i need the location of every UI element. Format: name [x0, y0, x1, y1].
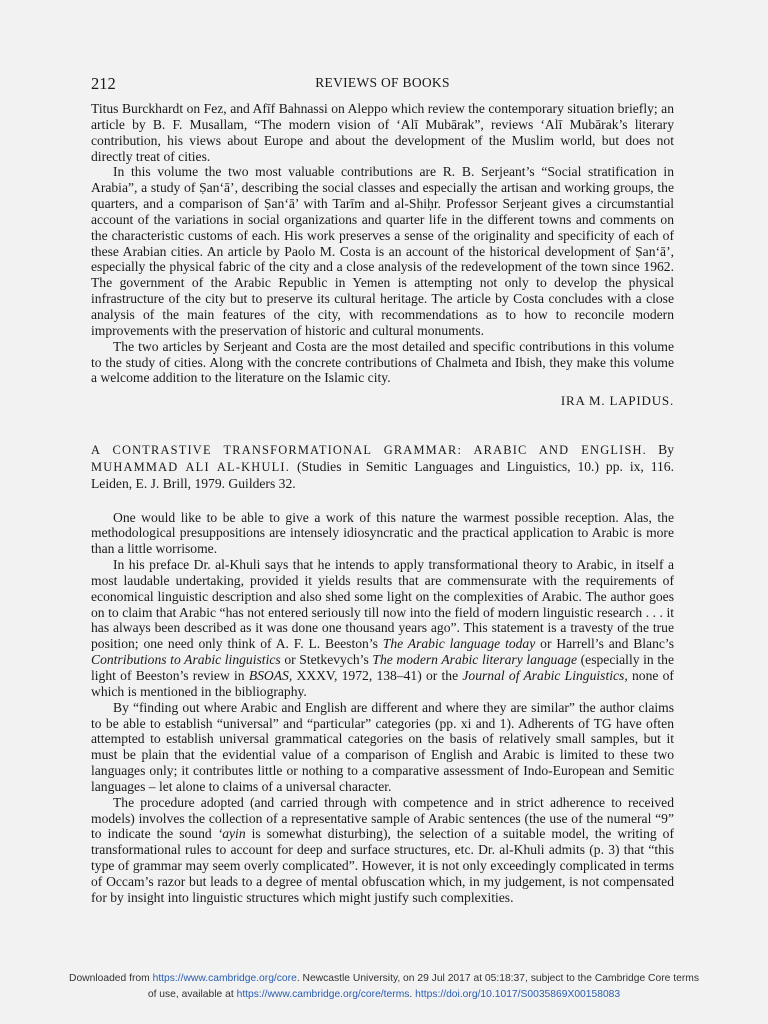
book-author: MUHAMMAD ALI AL-KHULI. — [91, 459, 290, 474]
page-header — [91, 74, 674, 94]
text-run: (especially in the light of Beeston’s review in — [91, 652, 674, 683]
italic-term: ‘ayin — [217, 826, 246, 842]
terms-link[interactable]: https://www.cambridge.org/core/terms — [236, 989, 410, 1000]
cited-title: The Arabic language today — [382, 636, 536, 652]
page-number: 212 — [91, 74, 116, 93]
footer-text: of use, available at — [147, 989, 234, 1000]
text-run: none of which is mentioned in the bibliography. — [91, 668, 674, 699]
text-run: or Harrell’s and Blanc’s — [540, 636, 674, 652]
cited-journal: BSOAS, — [248, 668, 293, 683]
doi-link[interactable]: https://doi.org/10.1017/S0035869X00158083 — [415, 989, 621, 1000]
text-run: or Stetkevych’s — [284, 652, 369, 668]
footer-text: . — [409, 989, 413, 1000]
review-paragraph-3: By “finding out where Arabic and English are different and where they are similar” the author claims to be able to establish “universal” and “particular” categories (pp. xi and 1). Adherents of TG have often attempted to establish universal grammatical categories on the basis of relatively small samples, but it must be plain that the evidential value of a comparison of English and Arabic is limited to these two languages only; it contributes little or nothing to a comparative assessment of Indo-European and Semitic languages – let alone to claims of a universal character. — [91, 699, 674, 794]
cited-title: The modern Arabic literary language — [372, 652, 577, 668]
text-run: is somewhat disturbing), the selection of a suitable model, the writing of transformational rules to account for deep and surface structures, etc. Dr. al-Khuli admits (p. 3) that “this type of grammar may seem overly complicated”. However, it is not only exceedingly complicated in terms of Occam’s razor but leads to a degree of mental obfuscation which, in my judgement, is not compensated for by insight into linguistic structures which might justify such complexities. — [91, 826, 674, 905]
text-run: In his preface Dr. al-Khuli says that he intends to apply transformational theory to Arabic, in itself a most laudable undertaking, provided it yields results that are commensurate with the requirements of economical linguistic description and also shed some light on the complexities of Arabic. The author goes on to claim that Arabic “has not entered seriously till now into the field of modern linguistic research . . . it has always been described as it was done one thousand years ago”. This statement is a travesty of the true position; one need only think of A. F. L. Beeston’s — [91, 557, 674, 652]
article-body — [91, 101, 674, 906]
reviewer-signature: IRA M. LAPIDUS. — [560, 393, 674, 409]
cambridge-core-link[interactable]: https://www.cambridge.org/core — [152, 973, 297, 984]
paragraph-serjeant-costa: In this volume the two most valuable contributions are R. B. Serjeant’s “Social stratification in Arabia”, a study of Ṣan‘ā’, describing the social classes and especially the artisan and working groups, the quarters, and a comparison of Ṣan‘ā’ with Tarīm and al-Shiḥr. Professor Serjeant gives a circumstantial account of the variations in social organizations and quarter life in the different towns and comments on the characteristic customs of each. His work preserves a sense of the originality and specificity of each of these Arabian cities. An article by Paolo M. Costa is an account of the historical development of Ṣan‘ā’, especially the physical fabric of the city and a close analysis of the redevelopment of the town since 1962. The government of the Arabic Republic in Yemen is attempting not only to develop the physical infrastructure of the city but to preserve its cultural heritage. The article by Costa concludes with a close analysis of the main features of the city, with recommendations as to how to reconcile modern improvements with the preservation of historic and cultural monuments. — [91, 164, 674, 338]
download-footer — [0, 971, 768, 1003]
paragraph-continued: Titus Burckhardt on Fez, and Afīf Bahnassi on Aleppo which review the contemporary situation briefly; an article by B. F. Musallam, “The modern vision of ‘Alī Mubārak”, reviews ‘Alī Mubārak’s literary contribution, his views about Europe and about the development of the Muslim world, but does not directly treat of cities. — [91, 101, 674, 164]
review-paragraph-4 — [91, 795, 674, 906]
running-head: REVIEWS OF BOOKS — [315, 75, 450, 90]
footer-line-1 — [0, 971, 768, 987]
book-details: (Studies in Semitic Languages and Linguistics, 10.) pp. ix, 116. Leiden, E. J. Brill, 1979. Guilders 32. — [91, 458, 674, 491]
review-paragraph-2 — [91, 557, 674, 700]
cited-title: Contributions to Arabic linguistics — [91, 652, 281, 668]
paragraph-conclusion: The two articles by Serjeant and Costa are the most detailed and specific contributions in this volume to the study of cities. Along with the concrete contributions of Chalmeta and Ibish, they make this volume a welcome addition to the literature on the Islamic city. — [91, 338, 674, 386]
by-label: By — [658, 442, 674, 458]
cited-journal: Journal of Arabic Linguistics, — [462, 668, 628, 683]
text-run: The procedure adopted (and carried through with competence and in strict adherence to received models) involves the collection of a representative sample of Arabic sentences (the use of the numeral “9” to indicate the sound — [91, 794, 674, 842]
book-title: A CONTRASTIVE TRANSFORMATIONAL GRAMMAR: ARABIC AND ENGLISH. — [91, 443, 647, 458]
review-paragraph-1: One would like to be able to give a work of this nature the warmest possible reception. Alas, the methodological presuppositions are intensely idiosyncratic and the practical application to Arabic is more than a little worrisome. — [91, 509, 674, 557]
footer-text: Downloaded from — [69, 973, 150, 984]
footer-line-2 — [0, 987, 768, 1003]
footer-text: . Newcastle University, on 29 Jul 2017 at 05:18:37, subject to the Cambridge Core terms — [296, 973, 699, 984]
review-heading — [91, 442, 674, 492]
text-run: XXXV, 1972, 138–41) or the — [296, 668, 459, 683]
